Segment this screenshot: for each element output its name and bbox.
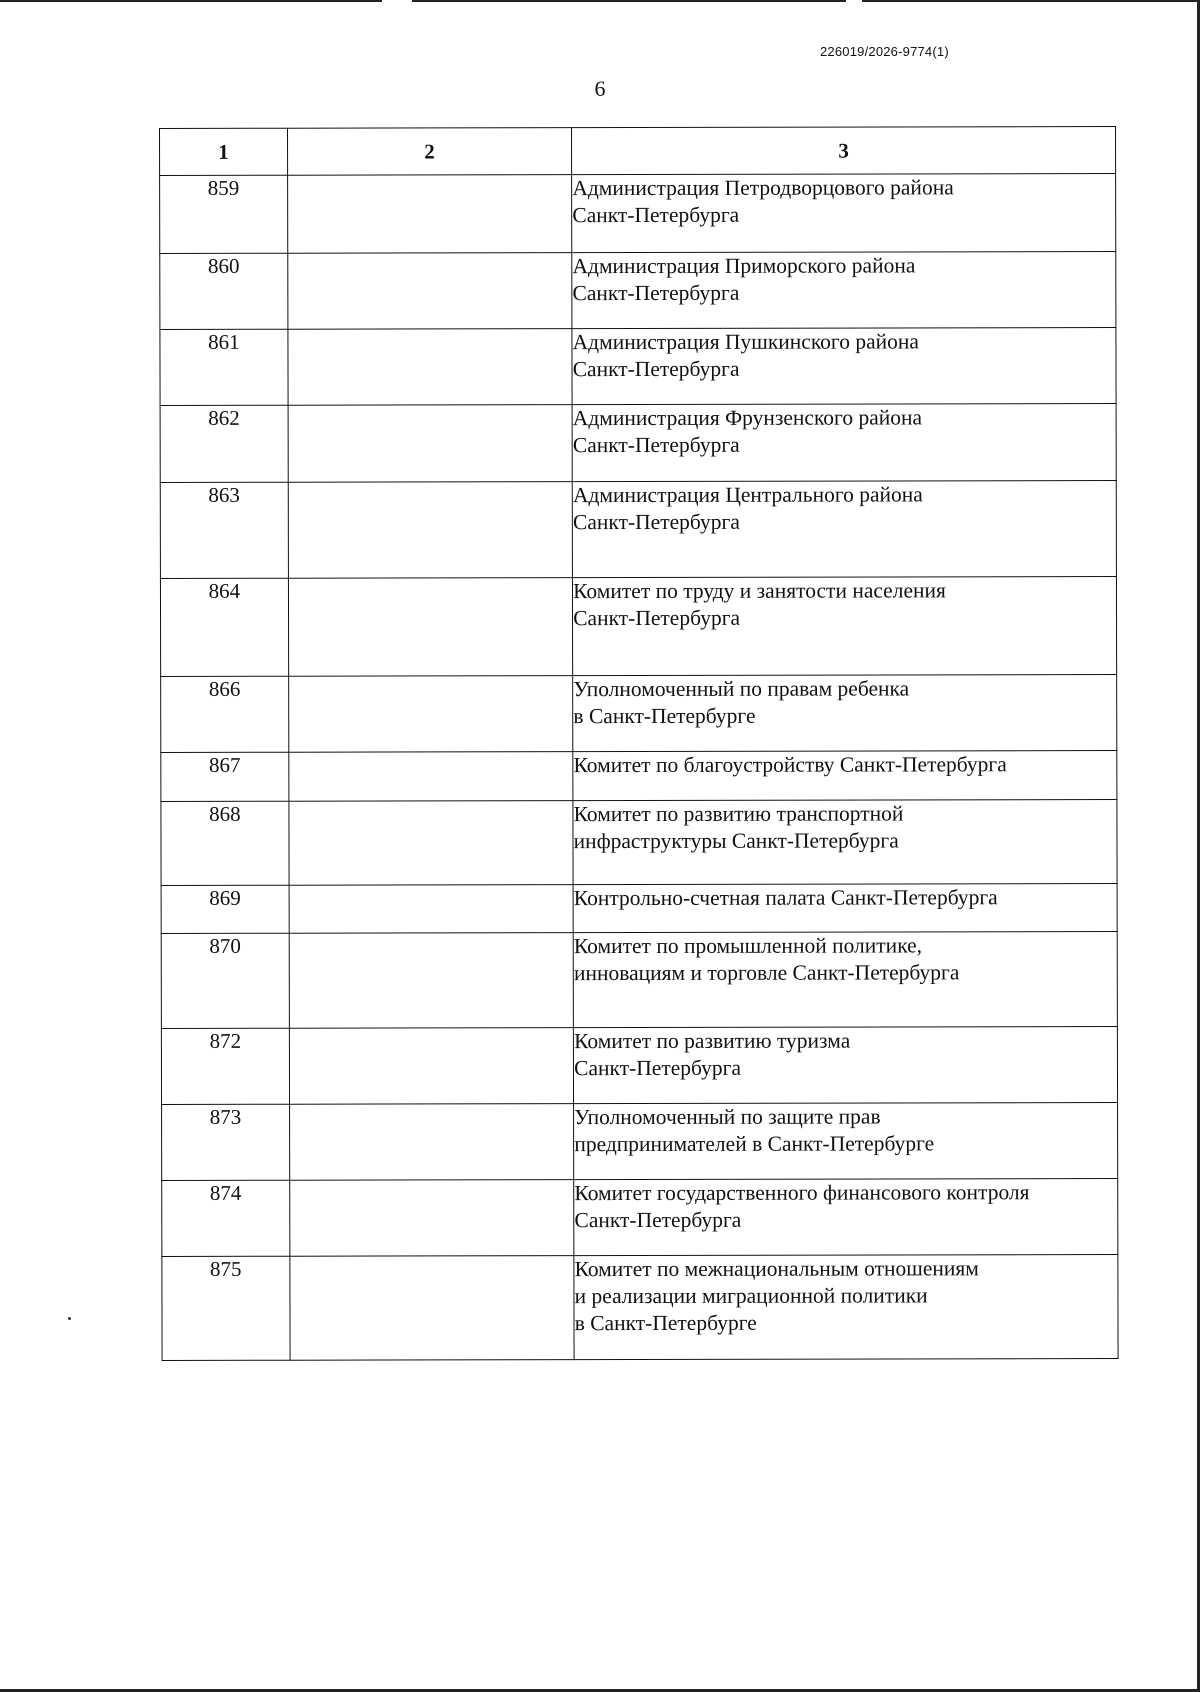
row-column-2 [289,933,574,1029]
row-code: 862 [160,405,288,482]
row-organization-name [573,576,1117,675]
organization-name-line: Комитет государственного финансового контроля [574,1180,1030,1206]
row-column-2 [288,578,573,677]
organization-name-line: Санкт-Петербурга [574,1055,742,1081]
organization-name-line: Уполномоченный по защите прав [574,1104,881,1130]
row-organization-name [572,480,1116,577]
row-column-2 [287,175,572,254]
organization-name-line: Администрация Пушкинского района [572,329,919,355]
organization-name-line: инфраструктуры Санкт-Петербурга [573,828,899,854]
organization-name-line: Администрация Приморского района [572,253,916,279]
row-column-2 [288,329,573,406]
row-column-2 [289,801,574,886]
row-code: 860 [160,253,288,329]
organization-name-line: Контрольно-счетная палата Санкт-Петербурга [573,885,998,911]
codes-table [159,126,1119,1361]
table-row [160,327,1116,405]
page-number: 6 [594,76,606,101]
organization-name-line: предпринимателей в Санкт-Петербурге [574,1131,935,1157]
table-body [160,173,1118,1360]
organization-name-line: и реализации миграционной политики [574,1283,928,1309]
organization-name-line: Администрация Фрунзенского района [572,405,923,431]
scan-edge-top [0,0,1200,2]
row-column-2 [289,1028,574,1105]
row-column-2 [288,253,573,330]
organization-name-line: Администрация Петродворцового района [572,175,954,201]
organization-name-line: Санкт-Петербурга [572,356,740,382]
table-row [160,251,1116,329]
organization-name-line: Комитет по благоустройству Санкт-Петербурга [573,752,1007,778]
organization-name-line: Санкт-Петербурга [572,280,740,306]
organization-name-line: Санкт-Петербурга [574,1207,742,1233]
row-organization-name [573,931,1117,1027]
row-column-2 [290,1256,575,1361]
row-organization-name [573,799,1117,884]
row-organization-name [574,1254,1118,1359]
row-organization-name [573,674,1117,751]
column-header-2: 2 [287,128,571,176]
organization-name-line: Санкт-Петербурга [572,432,740,458]
row-code: 875 [162,1256,290,1360]
organization-name-line: Уполномоченный по правам ребенка [573,676,910,702]
column-header-1: 1 [160,128,288,175]
row-code: 869 [161,885,289,933]
row-column-2 [288,676,573,753]
organization-name-line: Комитет по промышленной политике, [573,933,923,959]
organization-name-line: Комитет по развитию транспортной [573,801,904,827]
table-header-row [160,126,1116,175]
row-organization-name [574,1178,1118,1255]
row-column-2 [288,482,573,579]
organization-name-line: Администрация Центрального района [572,482,923,508]
row-code: 873 [162,1104,290,1180]
table-row [160,576,1116,676]
table-row [162,1102,1118,1180]
row-column-2 [289,1104,574,1181]
row-code: 867 [161,752,289,801]
organization-name-line: Комитет по развитию туризма [574,1028,851,1054]
row-organization-name [572,251,1116,328]
document-registration-number: 226019/2026-9774(1) [820,44,949,59]
table-row [160,403,1116,482]
row-organization-name [574,1102,1118,1179]
scan-speck [68,1317,71,1320]
organization-name-line: Комитет по труду и занятости населения [573,578,946,604]
table-row [161,674,1117,752]
row-column-2 [289,885,573,934]
organization-name-line: в Санкт-Петербурге [574,1310,757,1336]
table-row [162,1178,1118,1256]
organization-name-line: Санкт-Петербурга [573,605,741,631]
row-column-2 [288,405,573,483]
row-code: 872 [161,1028,289,1104]
row-code: 864 [160,578,288,676]
row-organization-name [573,883,1117,932]
organization-name-line: Санкт-Петербурга [572,202,740,228]
row-column-2 [289,752,573,802]
table-row [161,750,1117,801]
table-row [162,1254,1118,1360]
row-code: 861 [160,329,288,405]
row-code: 868 [161,801,289,885]
table-row [161,799,1117,885]
organization-name-line: Комитет по межнациональным отношениям [574,1256,979,1282]
row-code: 870 [161,933,289,1028]
row-organization-name [574,1026,1118,1103]
row-column-2 [289,1180,574,1257]
table-row [161,931,1117,1028]
organization-name-line: инновациям и торговле Санкт-Петербурга [573,960,960,986]
organization-name-line: Санкт-Петербурга [572,509,740,535]
row-organization-name [573,750,1117,800]
row-organization-name [572,327,1116,404]
row-code: 859 [160,175,288,253]
table-row [161,1026,1117,1104]
column-header-3: 3 [572,126,1116,174]
row-organization-name [572,173,1116,252]
row-code: 874 [162,1180,290,1256]
organization-name-line: в Санкт-Петербурге [573,703,756,729]
row-organization-name [572,403,1116,481]
table-row [161,883,1117,933]
row-code: 866 [161,676,289,752]
table-row [160,480,1116,578]
row-code: 863 [160,482,288,578]
table-row [160,173,1116,253]
